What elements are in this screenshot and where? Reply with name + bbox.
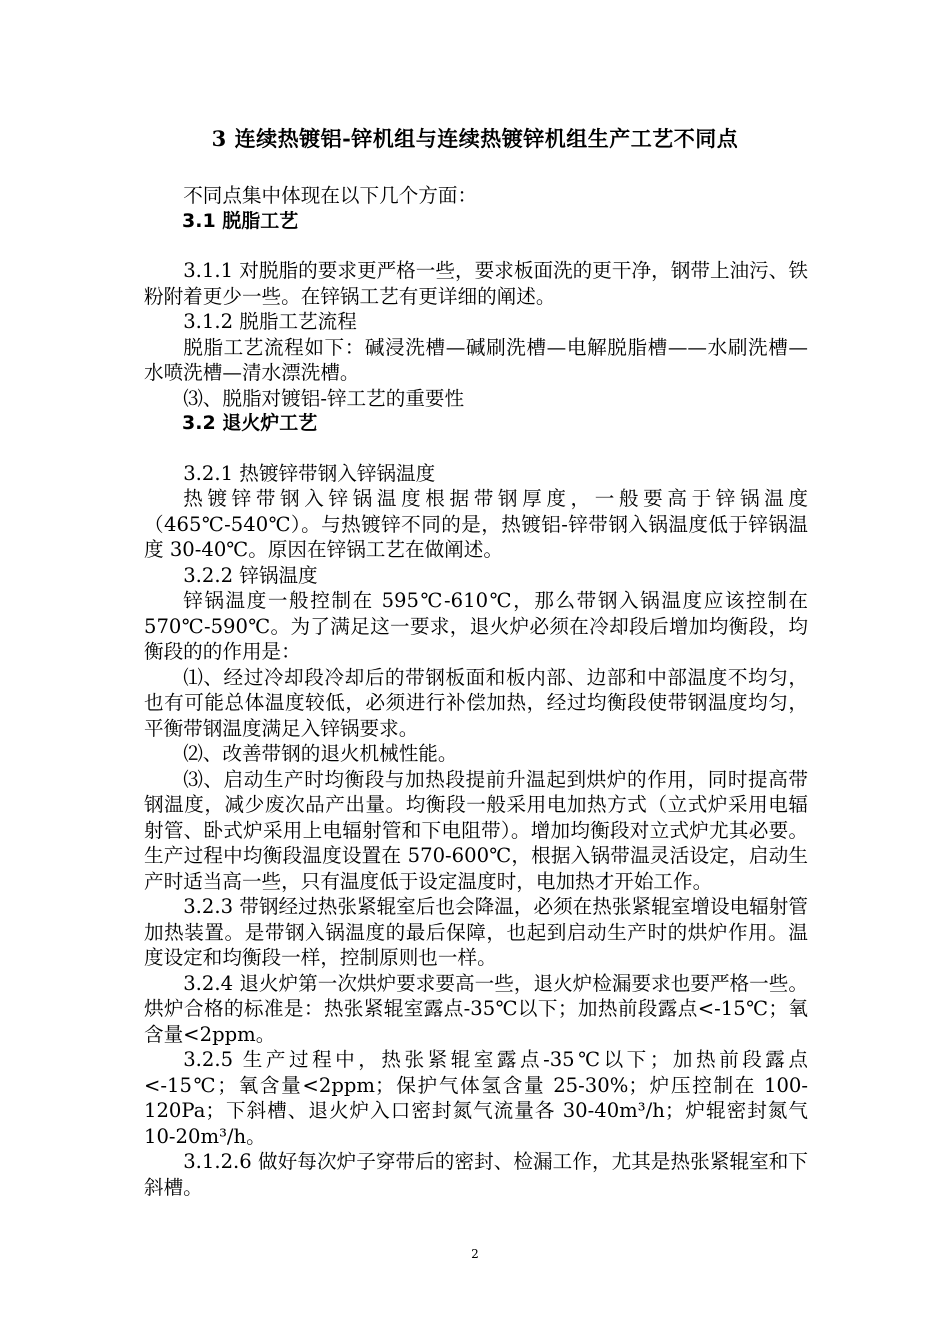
body-text	[144, 183, 808, 1200]
paragraph-degreasing-importance: ⑶、脱脂对镀铝-锌工艺的重要性	[183, 386, 465, 410]
paragraph-3-2-5: 3.2.5 生产过程中，热张紧辊室露点-35℃以下；加热前段露点<-15℃；氧含量<2ppm；保护气体氢含量 25-30%；炉压控制在 100-120Pa；下斜槽、退火炉入口密封氮气流量各 30-40m³/h；炉辊密封氮气 10-20m³/h。	[144, 1048, 808, 1148]
paragraph-3-2-2-heading: 3.2.2 锌锅温度	[183, 563, 318, 587]
paragraph-degreasing-flow: 脱脂工艺流程如下：碱浸洗槽—碱刷洗槽—电解脱脂槽——水刷洗槽—水喷洗槽—清水漂洗槽。	[144, 335, 808, 384]
paragraph-3-1-2-heading: 3.1.2 脱脂工艺流程	[183, 310, 357, 333]
section-title: 3 连续热镀铝-锌机组与连续热镀锌机组生产工艺不同点	[211, 126, 739, 151]
paragraph-3-1-1: 3.1.1 对脱脂的要求更严格一些，要求板面洗的更干净，钢带上油污、铁粉附着更少一些。在锌锅工艺有更详细的阐述。	[144, 259, 808, 308]
paragraph-3-2-3: 3.2.3 带钢经过热张紧辊室后也会降温，必须在热张紧辊室增设电辐射管加热装置。是带钢入锅温度的最后保障，也起到启动生产时的烘炉作用。温度设定和均衡段一样，控制原则也一样。	[144, 895, 808, 969]
paragraph-3-2-4: 3.2.4 退火炉第一次烘炉要求要高一些，退火炉检漏要求也要严格一些。烘炉合格的标准是：热张紧辊室露点-35℃以下；加热前段露点<-15℃；氧含量<2ppm。	[144, 971, 808, 1046]
paragraph-strip-entry-temp: 热镀锌带钢入锌锅温度根据带钢厚度，一般要高于锌锅温度（465℃-540℃）。与热镀锌不同的是，热镀铝-锌带钢入锅温度低于锌锅温度 30-40℃。原因在锌锅工艺在做阐述。	[144, 487, 808, 561]
page-number: 2	[471, 1247, 479, 1261]
subsection-heading-annealing: 3.2 退火炉工艺	[182, 412, 318, 434]
paragraph-item-3: ⑶、启动生产时均衡段与加热段提前升温起到烘炉的作用，同时提高带钢温度，减少废次品产出量。均衡段一般采用电加热方式（立式炉采用电辐射管、卧式炉采用上电辐射管和下电阻带）。增加均衡段对立式炉尤其必要。生产过程中均衡段温度设置在 570-600℃，根据入锅带温灵活设定，启动生产时适当高一些，只有温度低于设定温度时，电加热才开始工作。	[144, 767, 808, 893]
paragraph-item-1: ⑴、经过冷却段冷却后的带钢板面和板内部、边部和中部温度不均匀，也有可能总体温度较低，必须进行补偿加热，经过均衡段使带钢温度均匀，平衡带钢温度满足入锌锅要求。	[144, 665, 808, 740]
subsection-heading-degreasing: 3.1 脱脂工艺	[182, 209, 299, 232]
paragraph-3-2-1-heading: 3.2.1 热镀锌带钢入锌锅温度	[183, 461, 436, 485]
intro-paragraph: 不同点集中体现在以下几个方面：	[183, 184, 478, 207]
paragraph-item-2: ⑵、改善带钢的退火机械性能。	[183, 742, 458, 765]
paragraph-pot-temp: 锌锅温度一般控制在 595℃-610℃，那么带钢入锅温度应该控制在 570℃-590℃。为了满足这一要求，退火炉必须在冷却段后增加均衡段，均衡段的的作用是：	[144, 589, 808, 663]
paragraph-3-1-2-6: 3.1.2.6 做好每次炉子穿带后的密封、检漏工作，尤其是热张紧辊室和下斜槽。	[144, 1150, 808, 1199]
